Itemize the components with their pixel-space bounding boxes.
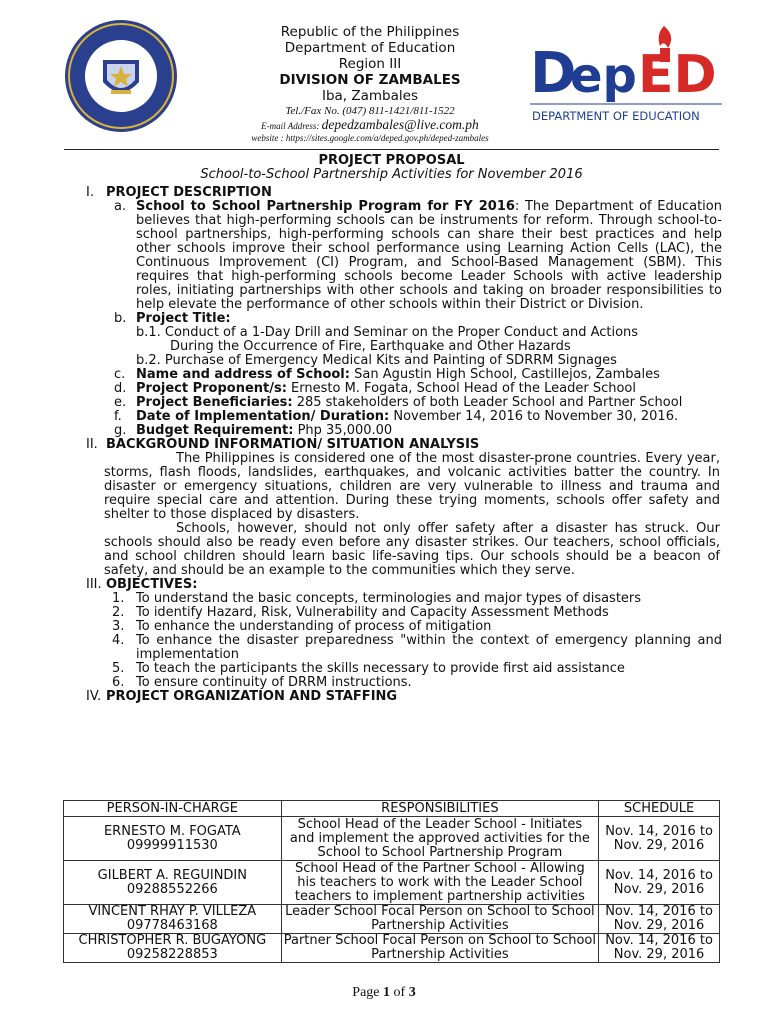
objective-item: 1. To understand the basic concepts, terminologies and major types of disasters [112,591,642,606]
person-cell: GILBERT A. REGUINDIN 09288552266 [64,861,282,905]
section-heading: BACKGROUND INFORMATION/ SITUATION ANALYSIS [106,437,480,452]
location-line: Iba, Zambales [321,88,418,104]
schedule-cell: Nov. 14, 2016 to Nov. 29, 2016 [599,905,720,934]
list-item: d. Project Proponent/s: Ernesto M. Fogata, School Head of the Leader School [114,381,636,396]
objective-item: 4. To enhance the disaster preparedness "within the context of emergency planning and implementation [112,633,722,662]
section-heading: PROJECT DESCRIPTION [106,185,272,200]
list-item: g. Budget Requirement: Php 35,000.00 [114,423,393,438]
division-line: DIVISION OF ZAMBALES [279,72,461,88]
email-line [210,119,530,132]
deped-seal-icon [63,18,179,134]
header-divider [64,149,719,150]
page-number: 1 [383,985,391,1000]
document-subtitle: School-to-School Partnership Activities for November 2016 [200,167,583,182]
document-title: PROJECT PROPOSAL [318,153,465,168]
objective-item: 6. To ensure continuity of DRRM instructions. [112,675,412,690]
page-footer [0,985,768,1001]
of-word: of [393,985,406,1000]
list-item: c. Name and address of School: San Agustin High School, Castillejos, Zambales [114,367,660,382]
section-heading: PROJECT ORGANIZATION AND STAFFING [106,689,398,704]
telfax-line: Tel./Fax No. (047) 811-1421/811-1522 [285,105,455,117]
list-item: a. School to School Partnership Program for FY 2016: The Department of Education believes that high-performing schools can be instruments for reform. Through school-to-school partnerships, high-performing schools can share their best practices and help other schools improve their school performance using Learning Action Cells (LAC), the Continuous Improvement (CI) Program, and School-Based Management (SBM). This requires that high-performing schools become Leader Schools with active leadership roles, initiating partnerships with other schools and taking on broader responsibilities to help elevate the performance of other schools within their District or Division. [114,199,722,312]
column-header: SCHEDULE [599,801,720,817]
table-header-row [64,801,720,817]
schedule-cell: Nov. 14, 2016 to Nov. 29, 2016 [599,817,720,861]
svg-text:DEPARTMENT OF EDUCATION: DEPARTMENT OF EDUCATION [532,109,700,123]
list-item: b. Project Title: [114,311,231,326]
person-cell: ERNESTO M. FOGATA 09999911530 [64,817,282,861]
table-row [64,861,720,905]
republic-line: Republic of the Philippines [280,24,460,40]
section-heading: OBJECTIVES: [106,577,198,592]
responsibility-cell: Partner School Focal Person on School to School Partnership Activities [281,934,598,963]
letterhead-text [210,24,530,144]
schedule-cell: Nov. 14, 2016 to Nov. 29, 2016 [599,861,720,905]
schedule-cell: Nov. 14, 2016 to Nov. 29, 2016 [599,934,720,963]
section-number: II. [86,437,98,452]
section-number: III. [86,577,102,592]
objective-item: 5. To teach the participants the skills necessary to provide first aid assistance [112,661,625,676]
paragraph: Schools, however, should not only offer safety after a disaster has struck. Our schools should also be ready even before any disaster strikes. Our teachers, school officials, and school children should learn basic life-saving tips. Our schools should be a beacon of safety, and should be an example to the communities which they serve. [104,521,720,578]
region-line: Region III [338,56,402,72]
list-item: e. Project Beneficiaries: 285 stakeholders of both Leader School and Partner School [114,395,683,410]
person-cell: VINCENT RHAY P. VILLEZA 09778463168 [64,905,282,934]
objective-item: 3. To enhance the understanding of process of mitigation [112,619,492,634]
responsibility-cell: Leader School Focal Person on School to School Partnership Activities [281,905,598,934]
section-background [64,438,722,452]
list-item: f. Date of Implementation/ Duration: November 14, 2016 to November 30, 2016. [114,409,679,424]
table-row [64,817,720,861]
email-address: depedzambales@live.com.ph [321,117,479,132]
column-header: RESPONSIBILITIES [281,801,598,817]
svg-text:ep: ep [570,48,637,104]
page-word: Page [352,985,380,1000]
objective-item: 2. To identify Hazard, Risk, Vulnerability and Capacity Assessment Methods [112,605,609,620]
responsibility-cell: School Head of the Leader School - Initiates and implement the approved activities for the School to School Partnership Program [281,817,598,861]
person-cell: CHRISTOPHER R. BUGAYONG 09258228853 [64,934,282,963]
deped-logo-icon [526,22,726,132]
section-organization [64,690,722,704]
table-row [64,905,720,934]
section-project-description [64,186,722,200]
paragraph: The Philippines is considered one of the most disaster-prone countries. Every year, storms, flash floods, landslides, earthquakes, and volcanic activities batter the country. In disaster or emergency situations, children are very vulnerable to illness and trauma and require special care and attention. During these trying moments, schools offer safety and shelter to those displaced by disasters. [104,451,720,522]
svg-text:D: D [530,41,577,106]
sub-item: b.2. Purchase of Emergency Medical Kits and Painting of SDRRM Signages [136,353,617,368]
website-line: website : https://sites.google.com/a/deped.gov.ph/deped-zambales [251,133,489,143]
svg-text:ED: ED [638,45,717,105]
section-objectives [64,578,722,592]
document-body [64,186,722,704]
email-label: E-mail Address: [261,121,320,131]
responsibility-cell: School Head of the Partner School - Allowing his teachers to work with the Leader School teachers to implement partnership activities [281,861,598,905]
section-number: IV. [86,689,102,704]
sub-item: b.1. Conduct of a 1-Day Drill and Seminar on the Proper Conduct and Actions During the Occurrence of Fire, Earthquake and Other Hazards [136,325,639,354]
section-number: I. [86,185,94,200]
department-line: Department of Education [284,40,456,56]
column-header: PERSON-IN-CHARGE [64,801,282,817]
page-total: 3 [408,985,416,1000]
table-row [64,934,720,963]
staffing-table [63,800,720,963]
letterhead [0,0,768,150]
